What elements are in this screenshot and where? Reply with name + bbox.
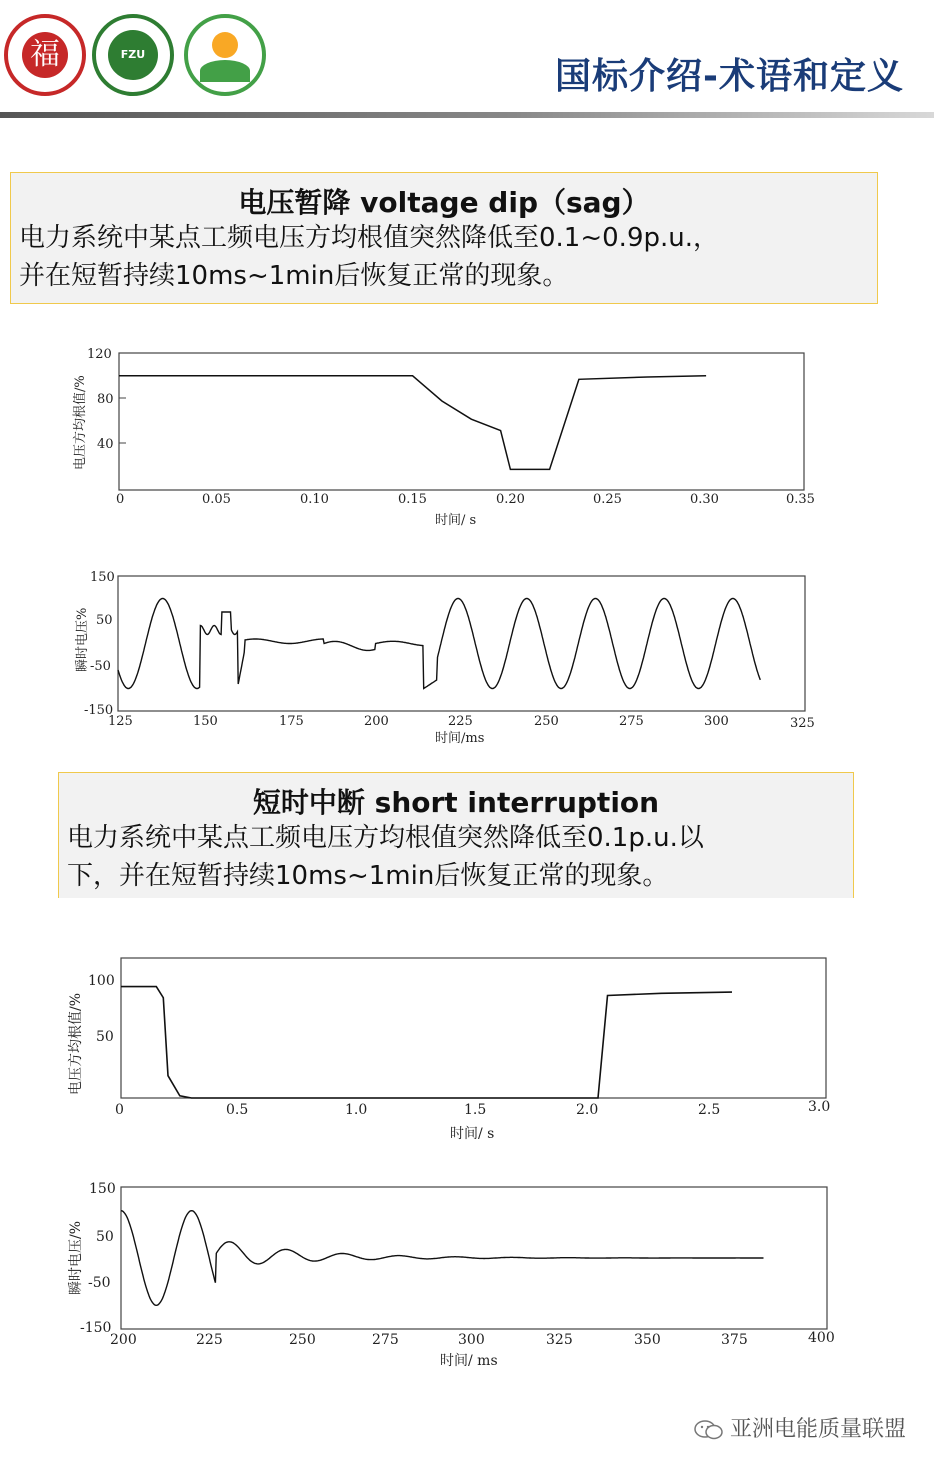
x-tick-label: 325 <box>546 1332 573 1348</box>
interruption-line-1: 电力系统中某点工频电压方均根值突然降低至0.1p.u.以 <box>67 823 704 853</box>
x-tick-label: 275 <box>372 1332 399 1348</box>
x-tick-label: 0.30 <box>690 492 719 507</box>
brand-name: 亚洲电能质量联盟 <box>729 1417 906 1442</box>
rms-series-line <box>119 376 706 470</box>
y-tick-label: 50 <box>96 613 113 628</box>
sag-line-1: 电力系统中某点工频电压方均根值突然降低至0.1~0.9p.u.， <box>19 223 719 253</box>
x-tick-label: 225 <box>448 714 473 729</box>
x-tick-label: 2.5 <box>698 1102 721 1118</box>
x-tick-label: 0.05 <box>202 492 231 507</box>
y-tick-label: -150 <box>80 1320 112 1336</box>
y-axis-label: 电压方均根值/% <box>68 992 84 1095</box>
x-tick-label: 300 <box>704 714 729 729</box>
energy-lab-logo <box>184 14 266 96</box>
x-axis-label: 时间/ s <box>435 513 477 528</box>
y-tick-label: -50 <box>90 659 111 674</box>
x-tick-label: 1.5 <box>464 1102 487 1118</box>
x-tick-label: 375 <box>721 1332 748 1348</box>
interruption-description <box>67 819 704 895</box>
sag-title: 电压暂降 voltage dip（sag） <box>238 186 650 219</box>
x-tick-label: 2.0 <box>576 1102 599 1118</box>
y-tick-label: 100 <box>88 973 115 989</box>
x-axis-label: 时间/ ms <box>440 1353 498 1369</box>
x-tick-label: 350 <box>634 1332 661 1348</box>
y-axis-label: 电压方均根值/% <box>73 375 88 470</box>
x-axis-label: 时间/ s <box>450 1126 495 1142</box>
x-tick-label: 0 <box>116 492 125 507</box>
page-title: 国标介绍-术语和定义 <box>555 56 904 97</box>
wechat-watermark <box>694 1412 906 1443</box>
y-tick-label: 40 <box>97 437 114 452</box>
interruption-definition-box <box>58 772 854 898</box>
fzu-university-logo <box>4 14 86 96</box>
x-tick-label: 0 <box>115 1102 124 1118</box>
x-tick-label: 200 <box>364 714 389 729</box>
y-tick-label: 50 <box>96 1029 114 1045</box>
interruption-rms-chart <box>60 950 850 1150</box>
y-tick-label: -50 <box>88 1275 111 1291</box>
y-tick-label: -150 <box>84 703 114 718</box>
x-tick-label: 250 <box>289 1332 316 1348</box>
sag-rms-chart <box>60 340 840 535</box>
y-tick-label: 80 <box>97 392 114 407</box>
plot-frame <box>118 576 805 711</box>
y-tick-label: 120 <box>87 347 112 362</box>
fzu-college-logo <box>92 14 174 96</box>
y-tick-label: 150 <box>90 570 115 585</box>
x-tick-label: 275 <box>619 714 644 729</box>
x-tick-label: 175 <box>279 714 304 729</box>
y-axis-label: 瞬时电压/% <box>68 1220 84 1295</box>
x-tick-label: 0.5 <box>226 1102 249 1118</box>
x-tick-label: 225 <box>196 1332 223 1348</box>
x-tick-label: 200 <box>110 1332 137 1348</box>
interruption-waveform-chart <box>60 1175 850 1375</box>
header-divider <box>0 112 934 118</box>
interruption-line-2: 下，并在短暂持续10ms~1min后恢复正常的现象。 <box>67 861 669 891</box>
x-tick-label: 250 <box>534 714 559 729</box>
x-tick-label: 0.10 <box>300 492 329 507</box>
y-tick-label: 50 <box>96 1229 114 1245</box>
plot-frame <box>119 353 804 490</box>
x-tick-label: 0.25 <box>593 492 622 507</box>
leaf-icon <box>200 60 250 82</box>
rms-series-line <box>121 987 732 1098</box>
y-axis-label: 瞬时电压% <box>75 607 90 672</box>
x-tick-label: 0.15 <box>398 492 427 507</box>
y-tick-label: 150 <box>89 1181 116 1197</box>
logo2-mark: FZU <box>108 30 158 80</box>
x-tick-label: 1.0 <box>345 1102 368 1118</box>
waveform-series-line <box>118 599 760 689</box>
waveform-series-line <box>121 1211 764 1306</box>
sag-definition-box <box>10 172 878 304</box>
sun-icon <box>212 32 238 58</box>
x-tick-label: 125 <box>108 714 133 729</box>
x-tick-label: 300 <box>458 1332 485 1348</box>
sag-description <box>19 219 719 295</box>
interruption-title: 短时中断 short interruption <box>252 786 660 819</box>
logo1-mark: 福 <box>22 32 68 78</box>
sag-waveform-chart <box>60 566 840 751</box>
x-tick-label: 3.0 <box>808 1099 831 1115</box>
wechat-icon <box>694 1419 724 1441</box>
sag-line-2: 并在短暂持续10ms~1min后恢复正常的现象。 <box>19 261 569 291</box>
x-tick-label: 400 <box>808 1330 835 1346</box>
x-tick-label: 150 <box>193 714 218 729</box>
x-tick-label: 0.35 <box>786 492 815 507</box>
x-tick-label: 0.20 <box>496 492 525 507</box>
x-axis-label: 时间/ms <box>435 731 485 746</box>
plot-frame <box>121 958 826 1098</box>
x-tick-label: 325 <box>790 716 815 731</box>
